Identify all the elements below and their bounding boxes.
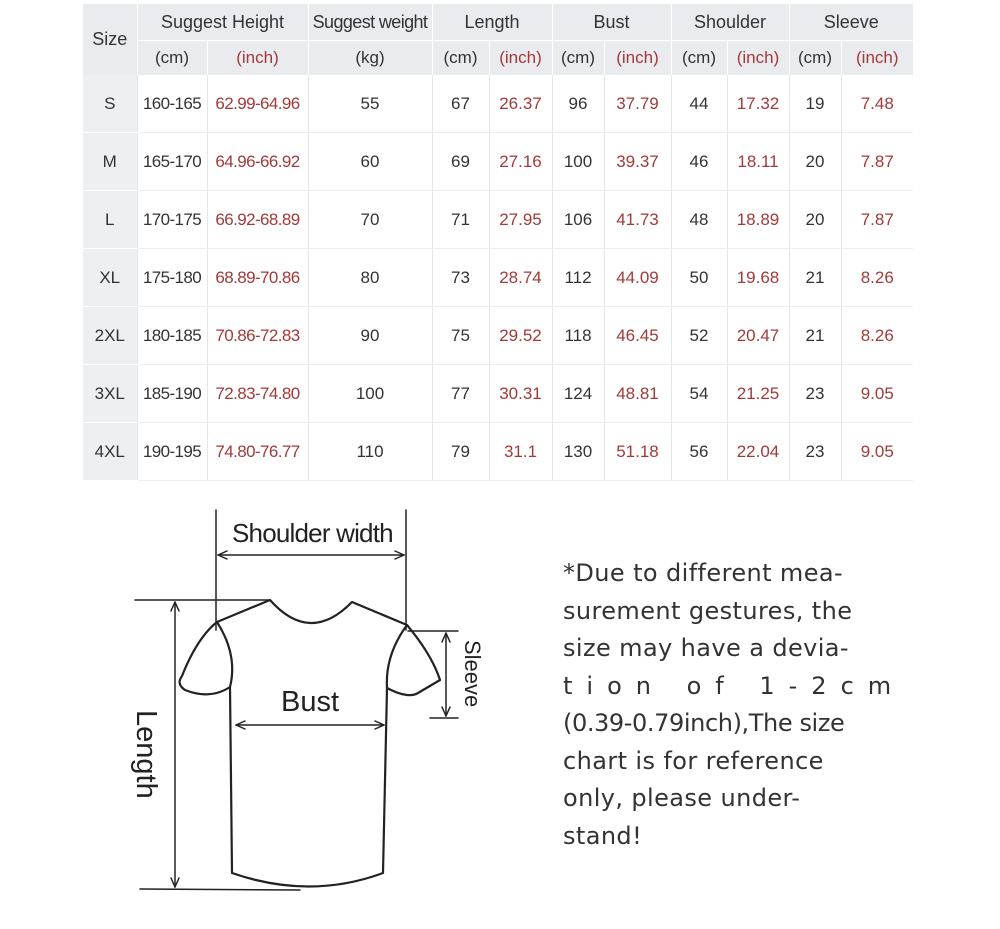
shoulder-inch-cell: 17.32: [727, 75, 789, 133]
sleeve-dimension: [408, 631, 458, 718]
sleeve-inch-cell: 8.26: [841, 249, 913, 307]
size-cell: L: [83, 191, 137, 249]
height-inch-cell: 64.96-66.92: [207, 133, 308, 191]
height-cm-cell: 175-180: [137, 249, 207, 307]
table-row: [83, 191, 913, 249]
unit-length-cm: (cm): [432, 41, 489, 76]
unit-bust-inch: (inch): [604, 41, 671, 76]
sleeve-label: Sleeve: [460, 640, 485, 708]
shoulder-width-label: Shoulder width: [232, 518, 393, 548]
shoulder-inch-cell: 18.89: [727, 191, 789, 249]
size-cell: XL: [83, 249, 137, 307]
size-cell: M: [83, 133, 137, 191]
sleeve-inch-cell: 8.26: [841, 307, 913, 365]
right-armhole-seam: [387, 625, 407, 688]
length-inch-cell: 28.74: [489, 249, 552, 307]
header-bust: Bust: [552, 4, 671, 41]
sleeve-inch-cell: 9.05: [841, 365, 913, 423]
bust-cm-cell: 130: [552, 423, 604, 481]
unit-bust-cm: (cm): [552, 41, 604, 76]
sleeve-cm-cell: 23: [789, 423, 841, 481]
sleeve-cm-cell: 23: [789, 365, 841, 423]
note-line: *Due to different mea-: [563, 559, 844, 587]
note-line: only, please under-: [563, 784, 801, 812]
height-cm-cell: 170-175: [137, 191, 207, 249]
tshirt-shape: [180, 600, 440, 887]
bust-inch-cell: 41.73: [604, 191, 671, 249]
unit-length-inch: (inch): [489, 41, 552, 76]
shoulder-inch-cell: 22.04: [727, 423, 789, 481]
bust-cm-cell: 118: [552, 307, 604, 365]
bust-inch-cell: 39.37: [604, 133, 671, 191]
length-cm-cell: 69: [432, 133, 489, 191]
table-row: [83, 249, 913, 307]
note-line: (0.39-0.79inch),The size: [563, 709, 845, 737]
shoulder-inch-cell: 18.11: [727, 133, 789, 191]
height-cm-cell: 160-165: [137, 75, 207, 133]
height-cm-cell: 180-185: [137, 307, 207, 365]
unit-sleeve-inch: (inch): [841, 41, 913, 76]
length-cm-cell: 77: [432, 365, 489, 423]
height-cm-cell: 165-170: [137, 133, 207, 191]
note-line: surement gestures, the: [563, 596, 853, 625]
sleeve-cm-cell: 19: [789, 75, 841, 133]
size-cell: 4XL: [83, 423, 137, 481]
header-sleeve: Sleeve: [789, 4, 913, 41]
length-label: Length: [130, 710, 162, 799]
table-header-row: [83, 4, 913, 41]
unit-height-inch: (inch): [207, 41, 308, 76]
bust-cm-cell: 112: [552, 249, 604, 307]
weight-cell: 70: [308, 191, 432, 249]
bust-cm-cell: 124: [552, 365, 604, 423]
sleeve-cm-cell: 20: [789, 133, 841, 191]
weight-cell: 100: [308, 365, 432, 423]
shoulder-inch-cell: 20.47: [727, 307, 789, 365]
bust-inch-cell: 37.79: [604, 75, 671, 133]
height-inch-cell: 72.83-74.80: [207, 365, 308, 423]
sleeve-inch-cell: 7.87: [841, 191, 913, 249]
header-suggest-height: Suggest Height: [137, 4, 308, 41]
table-row: [83, 365, 913, 423]
note-line: tion of 1-2cm: [563, 671, 906, 700]
table-row: [83, 75, 913, 133]
shoulder-cm-cell: 50: [671, 249, 727, 307]
length-inch-cell: 29.52: [489, 307, 552, 365]
note-line: size may have a devia-: [563, 634, 849, 662]
table-row: [83, 307, 913, 365]
bust-cm-cell: 100: [552, 133, 604, 191]
table-row: [83, 423, 913, 481]
left-armhole-seam: [217, 622, 232, 687]
sleeve-inch-cell: 7.48: [841, 75, 913, 133]
bust-inch-cell: 44.09: [604, 249, 671, 307]
size-header: Size: [83, 4, 137, 75]
header-suggest-weight: Suggest weight: [308, 4, 432, 41]
weight-cell: 90: [308, 307, 432, 365]
size-cell: 2XL: [83, 307, 137, 365]
sleeve-inch-cell: 7.87: [841, 133, 913, 191]
size-cell: S: [83, 75, 137, 133]
shoulder-inch-cell: 19.68: [727, 249, 789, 307]
table-row: [83, 133, 913, 191]
shoulder-cm-cell: 52: [671, 307, 727, 365]
length-inch-cell: 27.16: [489, 133, 552, 191]
unit-weight-kg: (kg): [308, 41, 432, 76]
sleeve-inch-cell: 9.05: [841, 423, 913, 481]
weight-cell: 110: [308, 423, 432, 481]
length-cm-cell: 67: [432, 75, 489, 133]
shoulder-cm-cell: 44: [671, 75, 727, 133]
height-inch-cell: 74.80-76.77: [207, 423, 308, 481]
bust-inch-cell: 48.81: [604, 365, 671, 423]
length-cm-cell: 71: [432, 191, 489, 249]
weight-cell: 80: [308, 249, 432, 307]
height-inch-cell: 70.86-72.83: [207, 307, 308, 365]
shoulder-cm-cell: 56: [671, 423, 727, 481]
height-cm-cell: 190-195: [137, 423, 207, 481]
length-inch-cell: 26.37: [489, 75, 552, 133]
weight-cell: 55: [308, 75, 432, 133]
shoulder-cm-cell: 46: [671, 133, 727, 191]
bust-label: Bust: [281, 686, 340, 718]
sleeve-cm-cell: 21: [789, 249, 841, 307]
size-cell: 3XL: [83, 365, 137, 423]
length-cm-cell: 73: [432, 249, 489, 307]
header-length: Length: [432, 4, 552, 41]
height-inch-cell: 62.99-64.96: [207, 75, 308, 133]
height-inch-cell: 66.92-68.89: [207, 191, 308, 249]
header-shoulder: Shoulder: [671, 4, 789, 41]
note-line: stand!: [563, 821, 643, 850]
unit-shoulder-inch: (inch): [727, 41, 789, 76]
length-inch-cell: 30.31: [489, 365, 552, 423]
bust-inch-cell: 51.18: [604, 423, 671, 481]
unit-shoulder-cm: (cm): [671, 41, 727, 76]
tshirt-measurement-diagram: [0, 480, 540, 924]
shoulder-inch-cell: 21.25: [727, 365, 789, 423]
unit-sleeve-cm: (cm): [789, 41, 841, 76]
size-chart-table: [83, 4, 913, 481]
length-inch-cell: 27.95: [489, 191, 552, 249]
weight-cell: 60: [308, 133, 432, 191]
height-inch-cell: 68.89-70.86: [207, 249, 308, 307]
unit-height-cm: (cm): [137, 41, 207, 76]
table-unit-row: [83, 41, 913, 76]
note-line: chart is for reference: [563, 746, 824, 775]
length-cm-cell: 79: [432, 423, 489, 481]
bust-cm-cell: 96: [552, 75, 604, 133]
sleeve-cm-cell: 21: [789, 307, 841, 365]
measurement-deviation-note: [563, 555, 906, 855]
shoulder-cm-cell: 54: [671, 365, 727, 423]
bust-inch-cell: 46.45: [604, 307, 671, 365]
length-inch-cell: 31.1: [489, 423, 552, 481]
length-cm-cell: 75: [432, 307, 489, 365]
sleeve-cm-cell: 20: [789, 191, 841, 249]
bust-dimension: [236, 721, 384, 729]
shoulder-cm-cell: 48: [671, 191, 727, 249]
bust-cm-cell: 106: [552, 191, 604, 249]
height-cm-cell: 185-190: [137, 365, 207, 423]
